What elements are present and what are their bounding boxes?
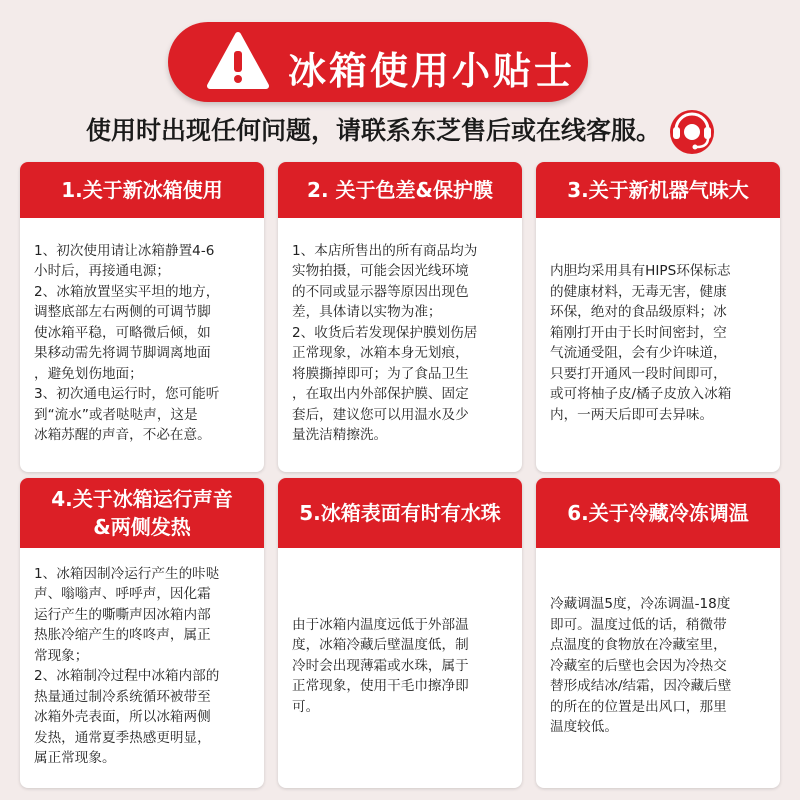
text-line: 3、初次通电运行时，您可能听 [34,386,220,402]
text-line: 属正常现象。 [34,750,116,766]
text-line: 冷藏调温5度，冷冻调温-18度 [550,596,731,613]
tip-card-new-fridge [20,162,264,472]
text-line: 使冰箱平稳，可略微后倾，如 [34,324,211,341]
tip-card-color-film [278,162,522,472]
text-line: 冷时会出现薄霜或水珠，属于 [292,657,469,674]
text-line: 由于冰箱内温度远低于外部温 [292,616,469,633]
page-title: 冰箱使用小贴士 [288,49,576,93]
card-text [292,615,469,718]
card-text [34,241,219,446]
title-banner [168,22,588,102]
text-line: 2、冰箱放置坚实平坦的地方， [34,283,220,300]
text-line: 正常现象，冰箱本身无划痕， [292,345,469,361]
text-line: 度，冰箱冷藏后壁温度低，制 [292,637,469,654]
card-text [34,564,219,769]
text-line: 箱刚打开由于长时间密封，空 [550,324,727,341]
text-line: 的健康材料，无毒无害，健康 [550,283,727,300]
text-line: 冷藏室的后壁也会因为冷热交 [550,657,727,674]
text-line: 环保，绝对的食品级原料；冰 [550,304,727,320]
text-line: ，在取出内外部保护膜、固定 [292,386,469,402]
text-line: 2、冰箱制冷过程中冰箱内部的 [34,668,220,684]
card-body [20,218,264,468]
text-line: 常现象； [34,647,89,664]
warning-icon [206,30,270,92]
text-line: 发热，通常夏季热感更明显， [34,729,211,746]
text-line: 热胀冷缩产生的咚咚声，属正 [34,627,211,643]
card-title: 6.关于冷藏冷冻调温 [536,478,780,548]
text-line: 点温度的食物放在冷藏室里， [550,637,727,654]
tip-card-odor [536,162,780,472]
page-subtitle: 使用时出现任何问题，请联系东芝售后或在线客服。 [86,116,662,145]
card-body [278,218,522,468]
card-text [292,241,477,446]
tip-card-condensation [278,478,522,788]
text-line: 冰箱苏醒的声音，不必在意。 [34,427,211,443]
card-body [278,548,522,784]
card-title: 5.冰箱表面有时有水珠 [278,478,522,548]
card-title-line: &两侧发热 [93,515,191,539]
text-line: 调整底部左右两侧的可调节脚 [34,304,211,320]
card-title: 2. 关于色差&保护膜 [278,162,522,218]
text-line: 温度较低。 [550,719,618,736]
text-line: 实物拍摄，可能会因光线环境 [292,263,469,279]
text-line: 热量通过制冷系统循环被带至 [34,688,211,705]
text-line: 到“流水”或者哒哒声，这是 [34,406,198,423]
text-line: 内，一两天后即可去异味。 [550,406,714,423]
text-line: 替形成结冰/结霜，因冷藏后壁 [550,678,732,695]
headset-icon [664,102,720,158]
text-line: 气流通受阻，会有少许味道， [550,345,727,361]
text-line: 声、嗡嗡声、呼呼声，因化霜 [34,586,211,602]
text-line: 量洗洁精擦洗。 [292,427,388,443]
card-text [550,261,731,425]
text-line: 1、冰箱因制冷运行产生的咔哒 [34,565,220,582]
card-body [536,548,780,784]
text-line: 的所在的位置是出风口，那里 [550,698,727,715]
text-line: 小时后，再接通电源； [34,263,170,279]
text-line: 即可。温度过低的话，稍微带 [550,616,727,633]
text-line: 内胆均采用具有HIPS环保标志 [550,263,731,279]
tip-card-temperature [536,478,780,788]
text-line: 只要打开通风一段时间即可， [550,365,727,382]
card-title: 1.关于新冰箱使用 [20,162,264,218]
text-line: 冰箱外壳表面，所以冰箱两侧 [34,709,211,725]
text-line: 或可将柚子皮/橘子皮放入冰箱 [550,386,732,402]
card-body [20,548,264,784]
text-line: 正常现象，使用干毛巾擦净即 [292,678,469,695]
card-title: 3.关于新机器气味大 [536,162,780,218]
text-line: 运行产生的嘶嘶声因冰箱内部 [34,606,211,623]
text-line: 的不同或显示器等原因出现色 [292,283,469,300]
text-line: 套后，建议您可以用温水及少 [292,406,469,423]
text-line: 1、初次使用请让冰箱静置4-6 [34,242,215,259]
card-text [550,594,731,738]
card-body [536,218,780,468]
text-line: 差，具体请以实物为准； [292,304,442,320]
tip-card-noise-heat [20,478,264,788]
text-line: 将膜撕掉即可；为了食品卫生 [292,365,469,382]
text-line: 2、收货后若发现保护膜划伤居 [292,324,478,341]
text-line: 可。 [292,698,320,715]
text-line: 1、本店所售出的所有商品均为 [292,242,478,259]
text-line: ，避免划伤地面； [34,365,143,382]
card-title-line: 4.关于冰箱运行声音 [51,487,233,511]
text-line: 果移动需先将调节脚调离地面 [34,345,211,361]
card-title [20,478,264,548]
